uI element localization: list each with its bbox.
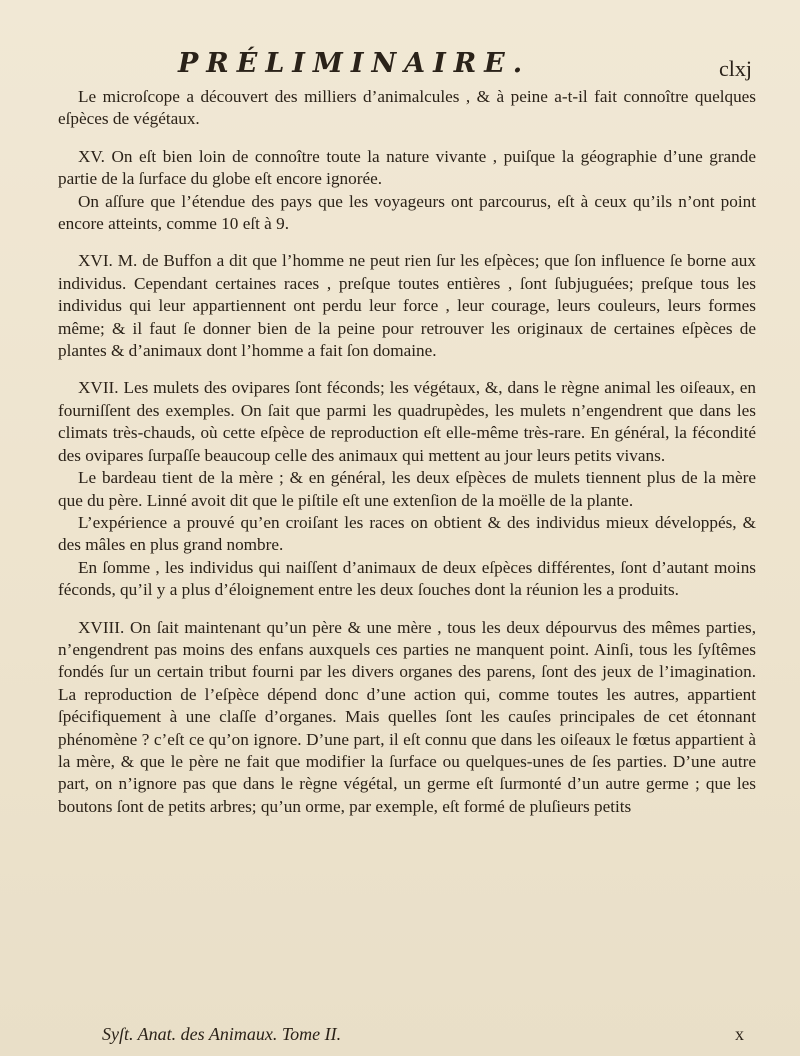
signature-mark: x xyxy=(735,1024,744,1044)
page-header xyxy=(60,44,752,92)
paragraph: L’expérience a prouvé qu’en croiſant les races on obtient & des individus mieux développés, & des mâles en plus grand nombre. xyxy=(58,512,756,555)
page-number: clxj xyxy=(719,56,752,81)
paragraph: Le microſcope a découvert des milliers d’animalcules , & à peine a-t-il fait connoître quelques eſpèces de végétaux. xyxy=(58,87,756,129)
footer-title: Syſt. Anat. des Animaux. Tome II. xyxy=(102,1024,342,1044)
page-footer xyxy=(102,1024,744,1050)
paragraph: Le bardeau tient de la mère ; & en général, les deux eſpèces de mulets tiennent plus de la mère que du père. Linné avoit dit que le piſtile eſt une extenſion de la moëlle de la plante. xyxy=(58,468,756,510)
paragraph: XVIII. On ſait maintenant qu’un père & une mère , tous les deux dépourvus des mêmes parties, n’engendrent pas moins des enfans auxquels ces parties ne manquent point. Ainſi, tous les ſyſtêmes fondés ſur un certain tribut fourni par les divers organes des parens, ſont des jeux de l’imagination. La reproduction de l’eſpèce dépend donc d’une action qui, comme toutes les autres, appartient ſpécifiquement à une claſſe d’organes. Mais quelles ſont les cauſes principales de cet étonnant phénomène ? c’eſt ce qu’on ignore. D’une part, il eſt connu que dans les oiſeaux le fœtus appartient à la mère, & que le père ne fait que modifier la ſurface ou quelques-unes de ſes parties. D’une autre part, on n’ignore pas que dans le règne végétal, un germe eſt ſurmonté d’un autre germe ; que les boutons ſont de petits arbres; qu’un orme, par exemple, eſt formé de pluſieurs petits xyxy=(58,617,756,816)
paragraph: XVII. Les mulets des ovipares ſont féconds; les végétaux, &, dans le règne animal les oiſeaux, en fourniſſent des exemples. On ſait que parmi les quadrupèdes, les mulets n’engendrent que dans les climats très-chauds, où cette eſpèce de reproduction eſt elle-même très-rare. En général, la fécondité des ovipares ſurpaſſe beaucoup celle des animaux qui mettent au jour leurs petits vivans. xyxy=(58,378,756,465)
body-text xyxy=(58,86,756,818)
paragraph: On aſſure que l’étendue des pays que les voyageurs ont parcourus, eſt à ceux qu’ils n’ont point encore atteints, comme 10 eſt à 9. xyxy=(58,191,756,234)
paragraph: En ſomme , les individus qui naiſſent d’animaux de deux eſpèces différentes, ſont d’autant moins féconds, qu’il y a plus d’éloignement entre les deux ſouches dont la réunion les a produits. xyxy=(58,557,756,600)
running-head: PRÉLIMINAIRE. xyxy=(178,48,531,79)
paragraph: XV. On eſt bien loin de connoître toute la nature vivante , puiſque la géographie d’une grande partie de la ſurface du globe eſt encore ignorée. xyxy=(58,146,756,189)
paragraph: XVI. M. de Buffon a dit que l’homme ne peut rien ſur les eſpèces; que ſon influence ſe borne aux individus. Cependant certaines races , preſque toutes entières , ſont ſubjuguées; preſque tous les individus qui leur appartiennent ont perdu leur force , leur courage, leurs couleurs, leurs formes même; & il faut ſe donner bien de la peine pour retrouver les originaux de certaines eſpèces de plantes & d’animaux dont l’homme a fait ſon domaine. xyxy=(58,251,756,361)
